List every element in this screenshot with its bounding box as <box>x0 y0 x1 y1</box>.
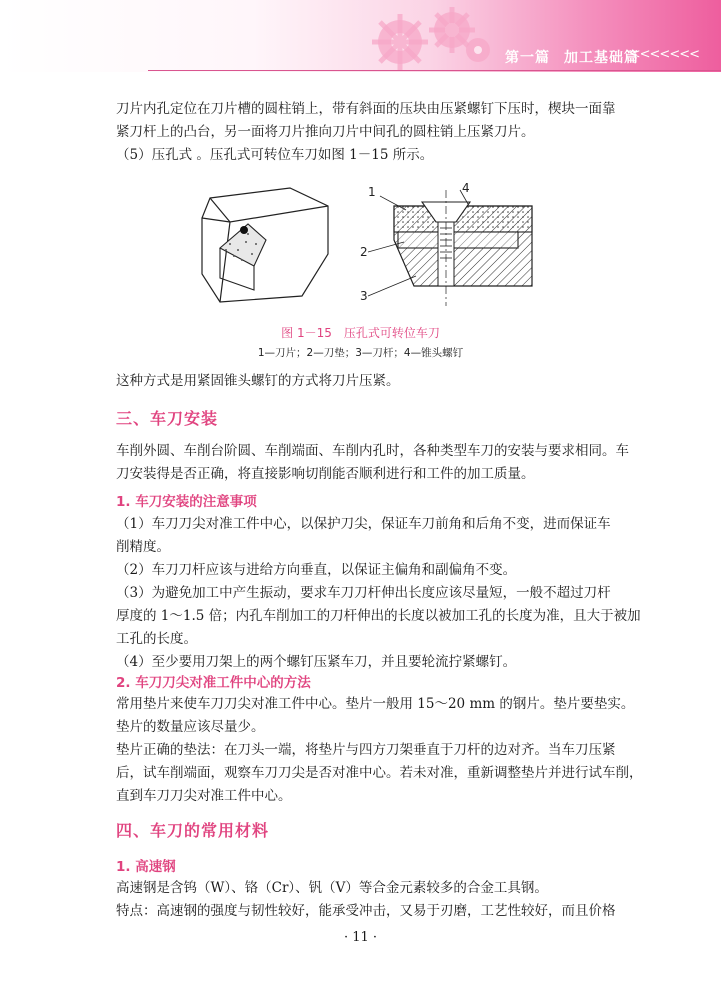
text-line: 厚度的 1～1.5 倍；内孔车削加工的刀杆伸出的长度以被加工孔的长度为准，且大于被加 <box>116 608 641 624</box>
chapter-header <box>505 47 639 67</box>
insert-section-figure <box>356 180 546 312</box>
top-paragraph <box>116 98 652 167</box>
text-line: 垫片的数量应该尽量少。 <box>116 719 265 735</box>
label-4: 4 <box>462 181 470 195</box>
header-rule <box>148 70 721 71</box>
label-3: 3 <box>360 289 368 303</box>
text-line: 车削外圆、车削台阶圆、车削端面、车削内孔时，各种类型车刀的安装与要求相同。车 <box>116 443 629 459</box>
text-line: （4）至少要用刀架上的两个螺钉压紧车刀，并且要轮流拧紧螺钉。 <box>116 654 517 670</box>
figure-legend: 1—刀片；2—刀垫；3—刀杆；4—锥头螺钉 <box>257 347 464 359</box>
text-line: 常用垫片来使车刀刀尖对准工件中心。垫片一般用 15～20 mm 的钢片。垫片要垫实。 <box>116 696 635 712</box>
text-line: 高速钢是含钨（W）、铬（Cr）、钒（V）等合金元素较多的合金工具钢。 <box>116 880 548 896</box>
after-figure-text <box>116 370 652 393</box>
section-heading: 四、车刀的常用材料 <box>116 821 270 840</box>
subsection-heading: 1. 高速钢 <box>116 859 176 875</box>
header-title: 加工基础篇 <box>564 50 639 66</box>
header-part: 第一篇 <box>505 50 550 66</box>
section3-sub1-body <box>116 513 652 674</box>
text-line: 特点：高速钢的强度与韧性较好，能承受冲击，又易于刃磨，工艺性较好，而且价格 <box>116 903 616 919</box>
text-line: 工孔的长度。 <box>116 631 197 647</box>
section3-sub2-body <box>116 693 652 808</box>
text-line: 刀安装得是否正确，将直接影响切削能否顺利进行和工件的加工质量。 <box>116 466 535 482</box>
gear-decoration-icon <box>360 4 500 70</box>
text-line: 直到车刀刀尖对准工件中心。 <box>116 788 292 804</box>
section3-intro <box>116 440 652 486</box>
text-line: 紧刀杆上的凸台，另一面将刀片推向刀片中间孔的圆柱销上压紧刀片。 <box>116 124 535 140</box>
text-line: 垫片正确的垫法：在刀头一端，将垫片与四方刀架垂直于刀杆的边对齐。当车刀压紧 <box>116 742 616 758</box>
subsection-heading: 1. 车刀安装的注意事项 <box>116 494 257 510</box>
label-2: 2 <box>360 245 368 259</box>
section-heading: 三、车刀安装 <box>116 409 219 428</box>
page-number: · 11 · <box>343 930 378 945</box>
section4-sub1-body <box>116 877 652 923</box>
header-arrows: <<<<<<< <box>629 47 699 62</box>
text-line: 后，试车削端面，观察车刀刀尖是否对准中心。若未对准，重新调整垫片并进行试车削， <box>116 765 643 781</box>
figure-caption: 图 1－15 压孔式可转位车刀 <box>281 326 440 340</box>
label-1: 1 <box>368 185 376 199</box>
text-line: 刀片内孔定位在刀片槽的圆柱销上，带有斜面的压块由压紧螺钉下压时，楔块一面靠 <box>116 101 616 117</box>
text-line: （3）为避免加工中产生振动，要求车刀刀杆伸出长度应该尽量短，一般不超过刀杆 <box>116 585 611 601</box>
text-line: 这种方式是用紧固锥头螺钉的方式将刀片压紧。 <box>116 373 400 389</box>
text-line: （2）车刀刀杆应该与进给方向垂直，以保证主偏角和副偏角不变。 <box>116 562 517 578</box>
subsection-heading: 2. 车刀刀尖对准工件中心的方法 <box>116 675 311 691</box>
text-line: 削精度。 <box>116 539 170 555</box>
text-line: （5）压孔式 。压孔式可转位车刀如图 1－15 所示。 <box>116 147 434 163</box>
insert-isometric-figure <box>190 178 340 308</box>
text-line: （1）车刀刀尖对准工件中心，以保护刀尖，保证车刀前角和后角不变，进而保证车 <box>116 516 611 532</box>
